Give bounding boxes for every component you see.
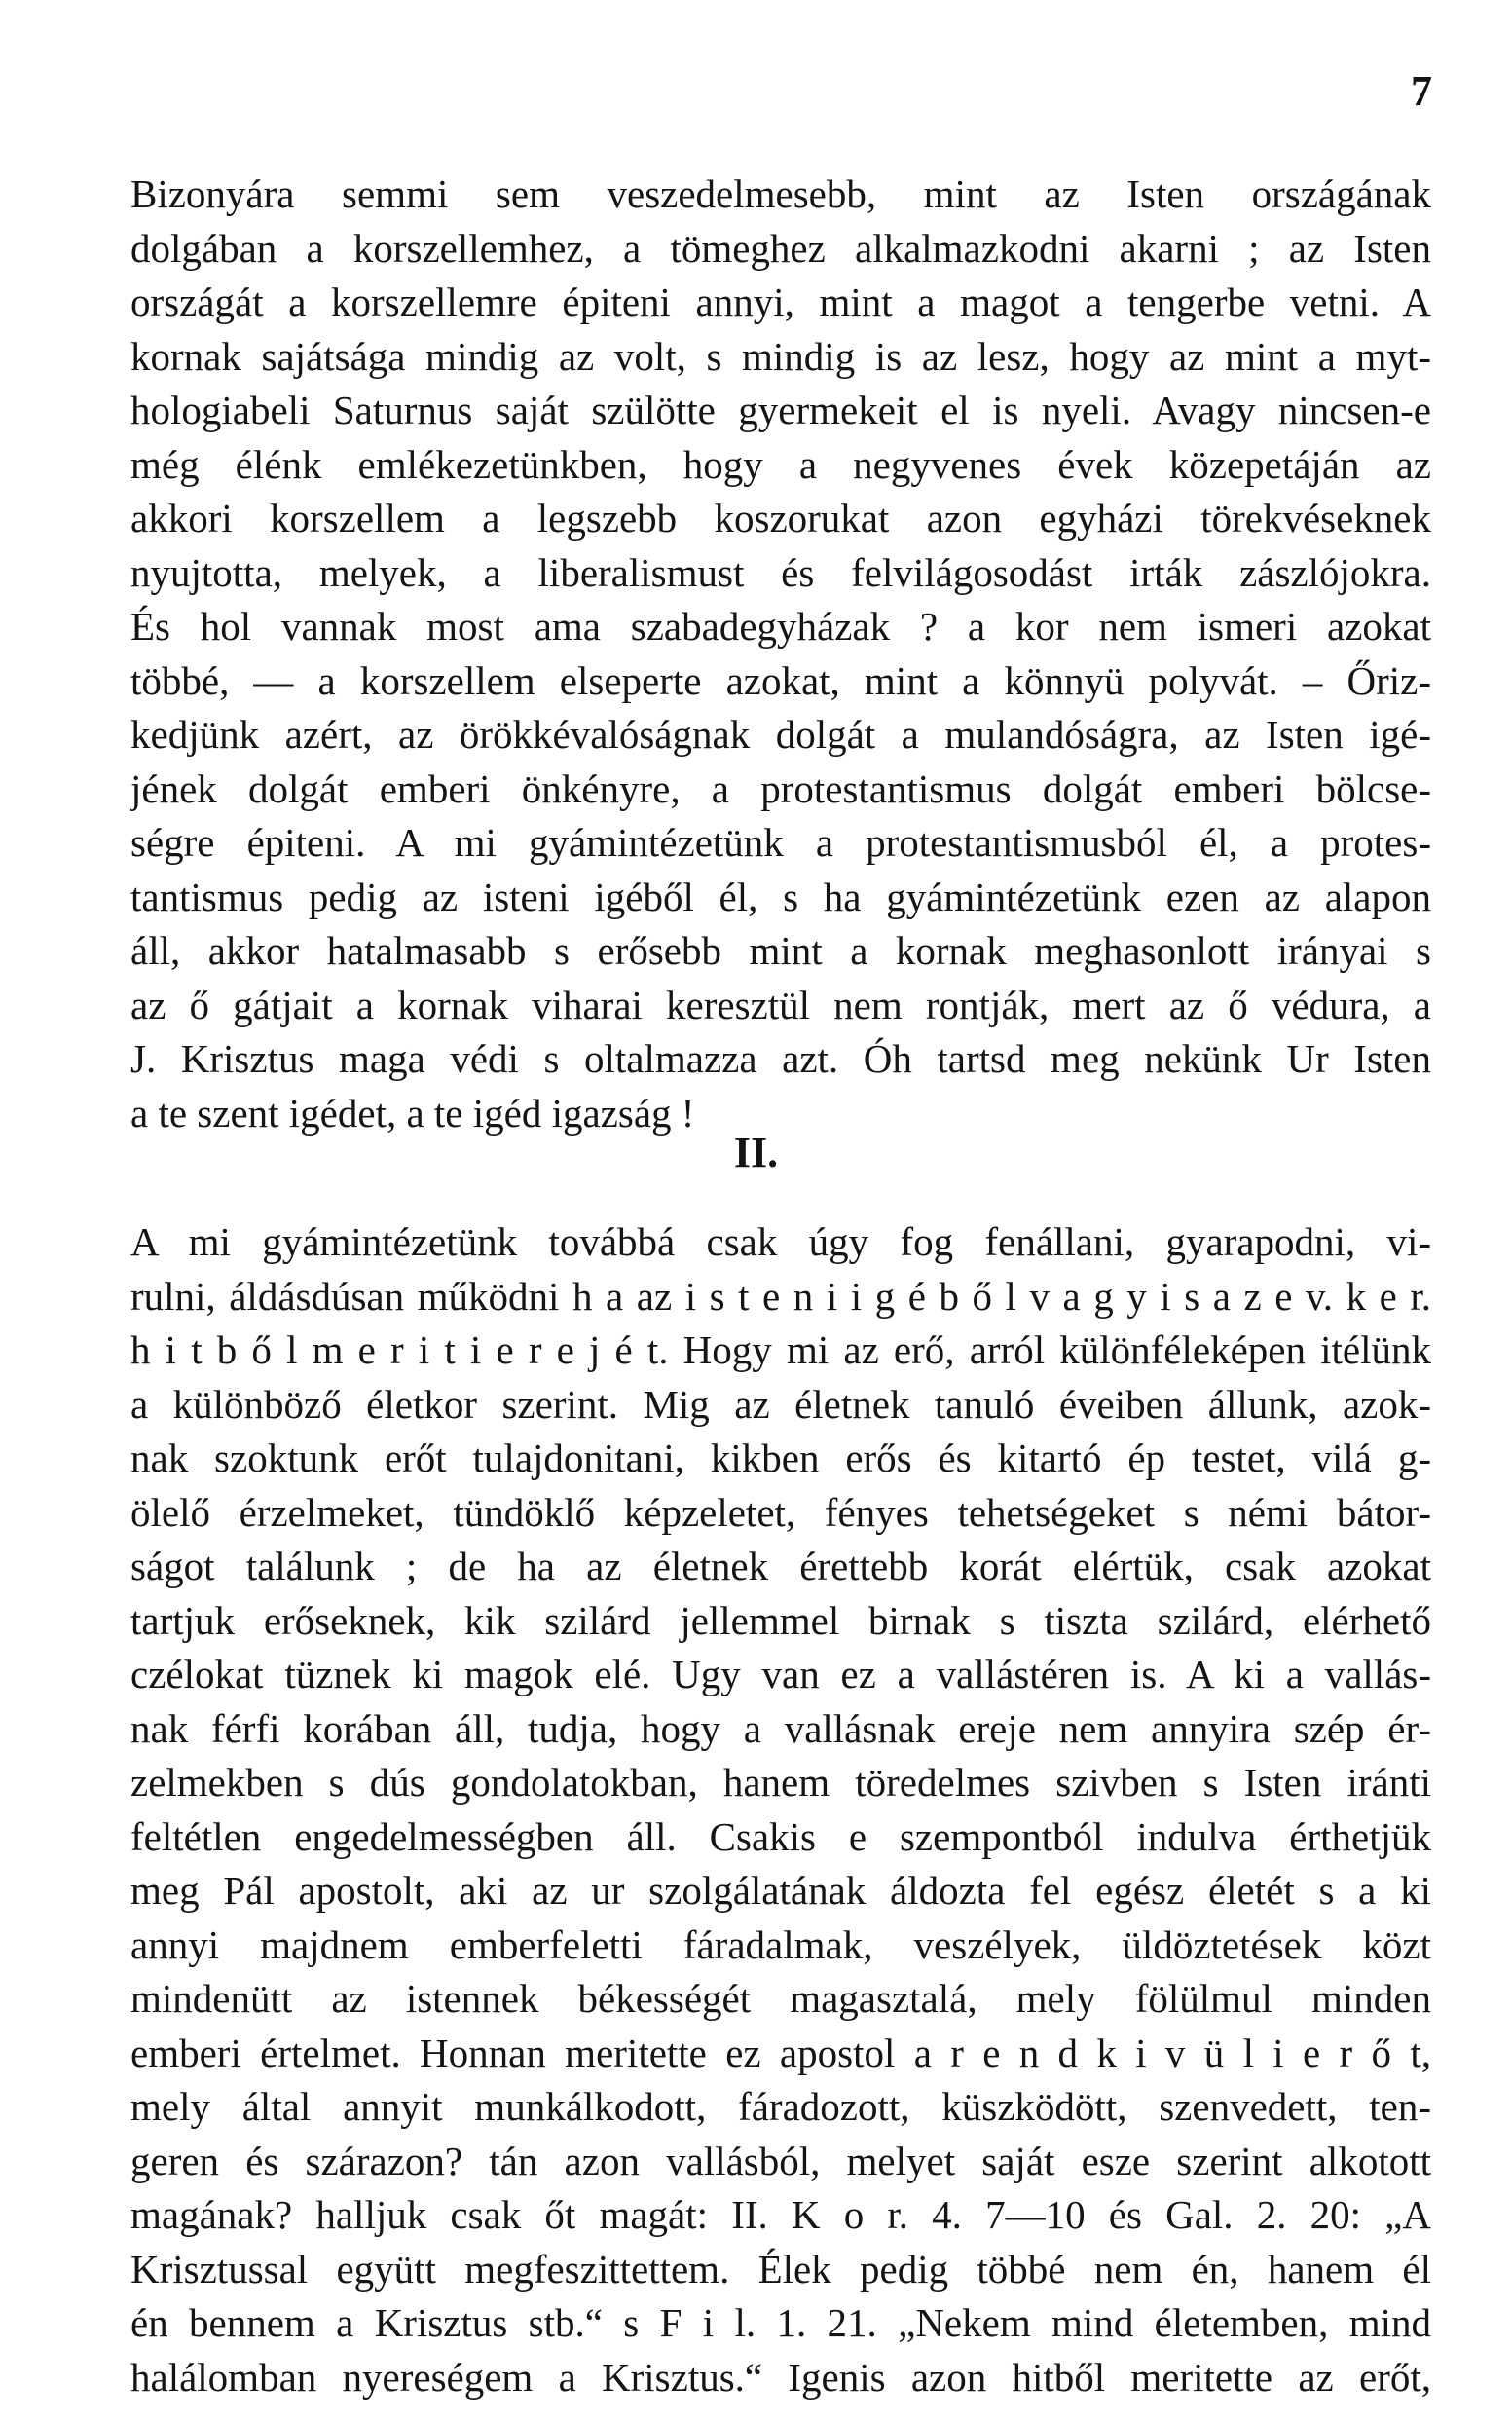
text-line: meg Pál apostolt, aki az ur szolgálatának áldozta fel egész életét s a ki — [130, 1868, 1431, 1913]
text-line: magának? halljuk csak őt magát: II. K o r. 4. 7—10 és Gal. 2. 20: „A — [130, 2192, 1431, 2237]
text-line: mindenütt az istennek békességét magasztalá, mely fölülmul minden — [130, 1976, 1431, 2021]
text-line: annyi majdnem emberfeletti fáradalmak, veszélyek, üldöztetések közt — [130, 1921, 1431, 1967]
text-line: nak szoktunk erőt tulajdonitani, kikben erős és kitartó ép testet, vilá g- — [130, 1435, 1431, 1480]
text-line: nyujtotta, melyek, a liberalismust és felvilágosodást irták zászlójokra. — [130, 549, 1431, 595]
text-line: áll, akkor hatalmasabb s erősebb mint a kornak meghasonlott irányai s — [130, 928, 1431, 973]
text-line: a te szent igédet, a te igéd igazság ! — [130, 1090, 695, 1136]
text-line: dolgában a korszellemhez, a tömeghez alkalmazkodni akarni ; az Isten — [130, 225, 1431, 271]
text-line: kedjünk azért, az örökkévalóságnak dolgát a mulandóságra, az Isten igé- — [130, 712, 1431, 757]
text-line: ségre épiteni. A mi gyámintézetünk a protestantismusból él, a protes- — [130, 820, 1431, 865]
text-line: akkori korszellem a legszebb koszorukat azon egyházi törekvéseknek — [130, 496, 1431, 541]
text-line: a különböző életkor szerint. Mig az életnek tanuló éveiben állunk, azok- — [130, 1381, 1431, 1427]
paragraph-1 — [130, 168, 1431, 1140]
text-line: h i t b ő l m e r i t i e r e j é t. Hogy mi az erő, arról különféleképen itélünk — [130, 1327, 1431, 1372]
text-line: én bennem a Krisztus stb.“ s F i l. 1. 21. „Nekem mind életemben, mind — [130, 2300, 1431, 2345]
text-line: az ő gátjait a kornak viharai keresztül nem rontják, mert az ő védura, a — [130, 982, 1431, 1027]
text-line: tartjuk erőseknek, kik szilárd jellemmel birnak s tiszta szilárd, elérhető — [130, 1597, 1431, 1643]
text-line: Bizonyára semmi sem veszedelmesebb, mint az Isten országának — [130, 171, 1431, 216]
text-line: rulni, áldásdúsan működni h a az i s t e n i i g é b ő l v a g y i s a z e v. k e r. — [130, 1273, 1431, 1319]
text-line: zelmekben s dús gondolatokban, hanem töredelmes szivben s Isten iránti — [130, 1760, 1431, 1805]
text-line: kornak sajátsága mindig az volt, s mindig is az lesz, hogy az mint a myt- — [130, 333, 1431, 379]
text-line: mely által annyit munkálkodott, fáradozott, küszködött, szenvedett, ten- — [130, 2084, 1431, 2129]
text-line: tantismus pedig az isteni igéből él, s ha gyámintézetünk ezen az alapon — [130, 874, 1431, 919]
section-heading: II. — [733, 1129, 779, 1176]
text-line: jének dolgát emberi önkényre, a protestantismus dolgát emberi bölcse- — [130, 765, 1431, 811]
text-line: hologiabeli Saturnus saját szülötte gyermekeit el is nyeli. Avagy nincsen-e — [130, 388, 1431, 432]
text-line: többé, — a korszellem elseperte azokat, mint a könnyü polyvát. – Őriz- — [130, 657, 1431, 703]
text-line: halálomban nyereségem a Krisztus.“ Igenis azon hitből meritette az erőt, — [130, 2354, 1431, 2400]
text-line: emberi értelmet. Honnan meritette ez apostol a r e n d k i v ü l i e r ő t, — [130, 2030, 1431, 2075]
paragraph-2 — [130, 1215, 1431, 2404]
text-line: És hol vannak most ama szabadegyházak ? a kor nem ismeri azokat — [130, 604, 1431, 649]
text-line: J. Krisztus maga védi s oltalmazza azt. Óh tartsd meg nekünk Ur Isten — [130, 1036, 1431, 1081]
text-line: még élénk emlékezetünkben, hogy a negyvenes évek közepetáján az — [130, 441, 1431, 487]
text-line: ölelő érzelmeket, tündöklő képzeletet, fényes tehetségeket s némi bátor- — [130, 1489, 1431, 1535]
text-line: czélokat tüznek ki magok elé. Ugy van ez a vallástéren is. A ki a vallás- — [130, 1652, 1431, 1696]
text-line: országát a korszellemre épiteni annyi, mint a magot a tengerbe vetni. A — [130, 280, 1431, 324]
page-number: 7 — [1411, 67, 1432, 115]
text-line: feltétlen engedelmességben áll. Csakis e szempontból indulva érthetjük — [130, 1813, 1431, 1859]
text-line: nak férfi korában áll, tudja, hogy a vallásnak ereje nem annyira szép ér- — [130, 1705, 1431, 1751]
text-line: A mi gyámintézetünk továbbá csak úgy fog fenállani, gyarapodni, vi- — [130, 1219, 1431, 1264]
text-line: Krisztussal együtt megfeszittettem. Élek pedig többé nem én, hanem él — [130, 2246, 1431, 2292]
text-line: geren és szárazon? tán azon vallásból, melyet saját esze szerint alkotott — [130, 2138, 1431, 2183]
text-line: ságot találunk ; de ha az életnek érettebb korát elértük, csak azokat — [130, 1544, 1431, 1588]
